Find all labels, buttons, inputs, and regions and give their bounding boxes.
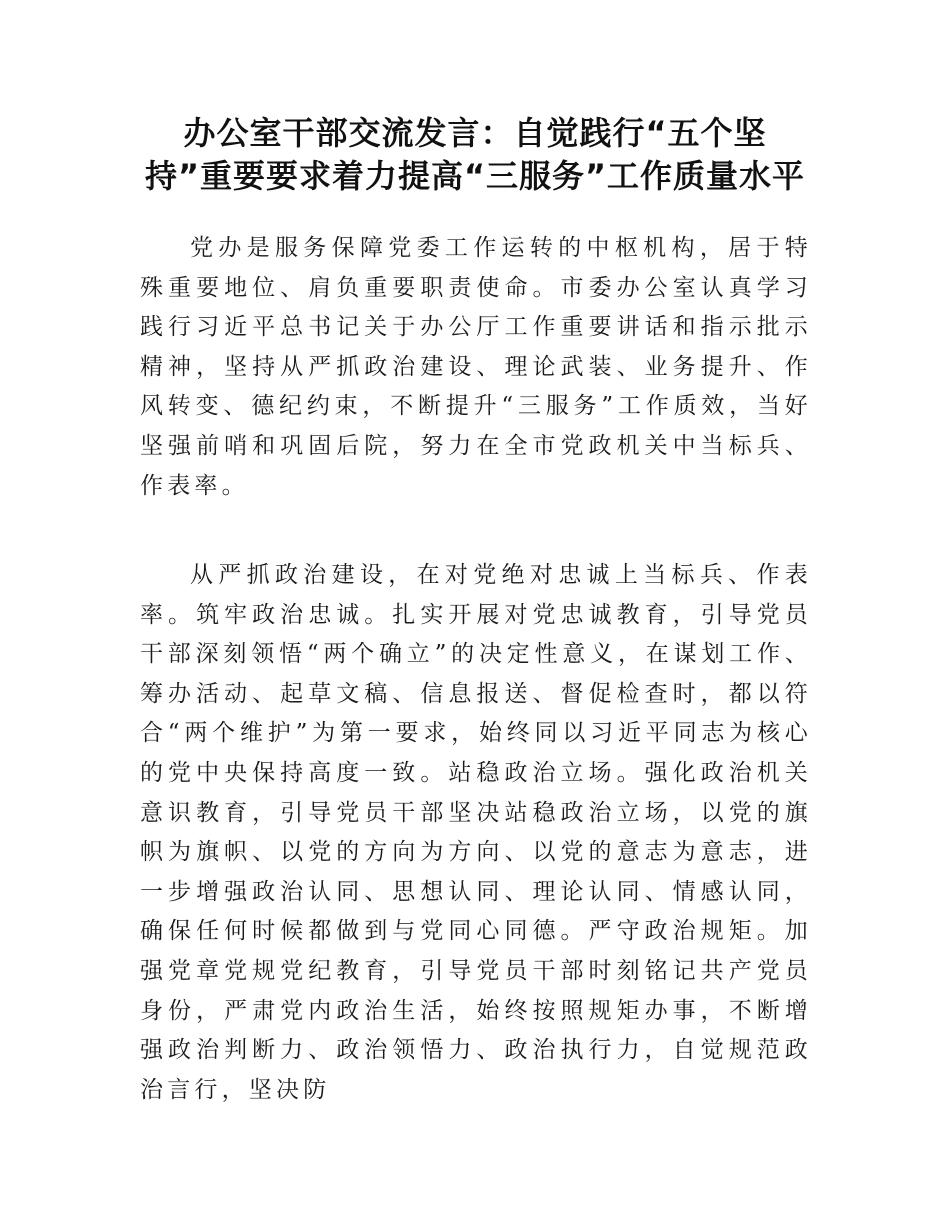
document-title: 办公室干部交流发言：自觉践行“五个坚持”重要要求着力提高“三服务”工作质量水平: [144, 114, 806, 195]
body-paragraph-1: 党办是服务保障党委工作运转的中枢机构，居于特殊重要地位、肩负重要职责使命。市委办公室认真学习践行习近平总书记关于办公厅工作重要讲话和指示批示精神，坚持从严抓政治建设、理论武装、业务提升、作风转变、德纪约束，不断提升“三服务”工作质效，当好坚强前哨和巩固后院，努力在全市党政机关中当标兵、作表率。: [140, 235, 812, 499]
body-paragraph-2: 从严抓政治建设，在对党绝对忠诚上当标兵、作表率。筑牢政治忠诚。扎实开展对党忠诚教育，引导党员干部深刻领悟“两个确立”的决定性意义，在谋划工作、筹办活动、起草文稿、信息报送、督促检查时，都以符合“两个维护”为第一要求，始终同以习近平同志为核心的党中央保持高度一致。站稳政治立场。强化政治机关意识教育，引导党员干部坚决站稳政治立场，以党的旗帜为旗帜、以党的方向为方向、以党的意志为意志，进一步增强政治认同、思想认同、理论认同、情感认同，确保任何时候都做到与党同心同德。严守政治规矩。加强党章党规党纪教育，引导党员干部时刻铭记共产党员身份，严肃党内政治生活，始终按照规矩办事，不断增强政治判断力、政治领悟力、政治执行力，自觉规范政治言行，坚决防: [140, 562, 812, 1103]
